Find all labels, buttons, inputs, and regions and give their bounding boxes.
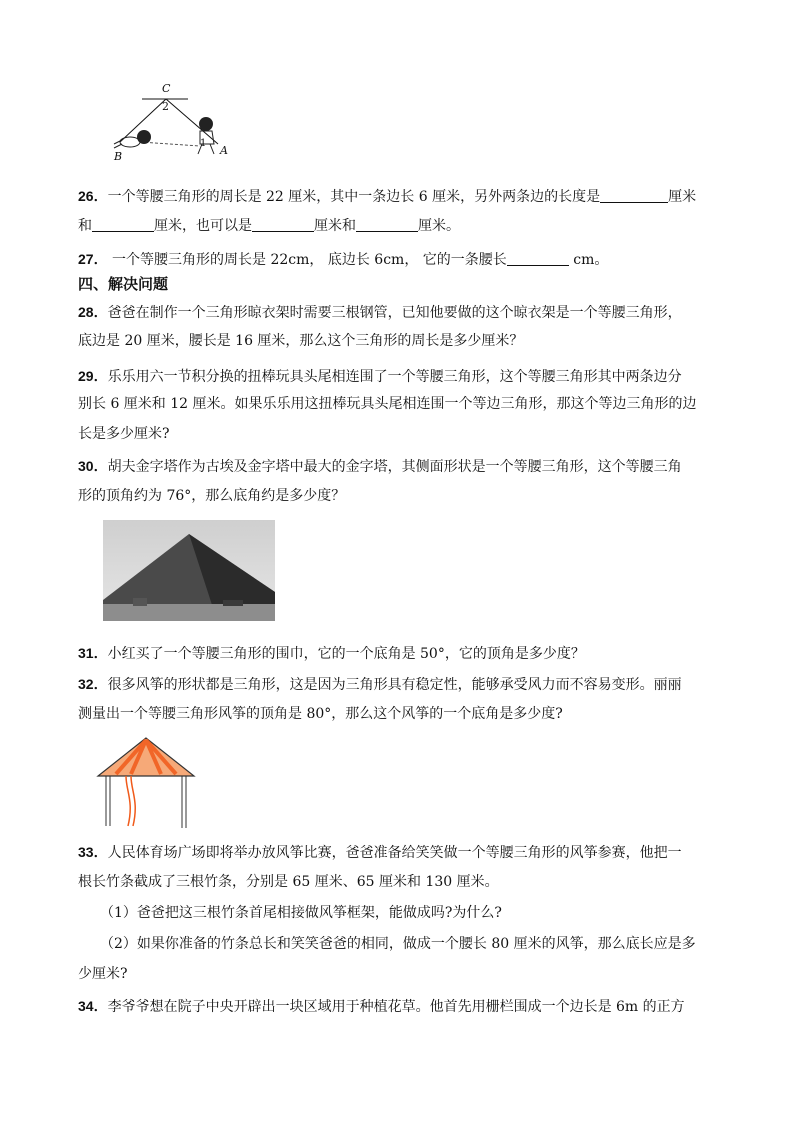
q32-number: 32．: [78, 676, 108, 692]
q30-line2: 形的顶角约为 76°，那么底角约是多少度？: [78, 488, 346, 504]
q30-text-1: 胡夫金字塔作为古埃及金字塔中最大的金字塔，其侧面形状是一个等腰三角形，这个等腰三角: [107, 459, 682, 475]
q26-text-d: 厘米，也可以是: [154, 218, 252, 234]
q26-blank-1[interactable]: [600, 188, 668, 203]
q31-number: 31．: [78, 645, 108, 661]
q31-text-1: 小红买了一个等腰三角形的围巾，它的一个底角是 50°，它的顶角是多少度？: [107, 646, 585, 662]
section-title: 四、解决问题: [78, 275, 169, 293]
q34-text-1: 李爷爷想在院子中央开辟出一块区域用于种植花草。他首先用栅栏围成一个边长是 6m 的正方: [107, 999, 685, 1015]
q26-number: 26．: [78, 188, 108, 204]
q33-line1: [78, 842, 682, 863]
q33-sub2-line2: 少厘米?: [78, 966, 128, 982]
q27-blank[interactable]: [507, 251, 569, 266]
pyramid-photo: [103, 520, 275, 621]
q33-number: 33．: [78, 844, 108, 860]
q27-number: 27．: [78, 251, 108, 267]
q28-line1: [78, 302, 682, 323]
q26-blank-3[interactable]: [252, 217, 314, 232]
q26-blank-2[interactable]: [92, 217, 154, 232]
q33-text-1: 人民体育场广场即将举办放风筝比赛，爸爸准备给笑笑做一个等腰三角形的风筝参赛，他把一: [107, 845, 682, 861]
vertex-a-label: A: [220, 144, 228, 157]
q32-line2: 测量出一个等腰三角形风筝的顶角是 80°，那么这个风筝的一个底角是多少度?: [78, 706, 563, 722]
vertex-b-label: B: [114, 150, 123, 163]
q29-line2: 别长 6 厘米和 12 厘米。如果乐乐用这扭棒玩具头尾相连围一个等边三角形，那这个等边三角形的边: [78, 396, 697, 412]
angle-1-label: 1: [200, 138, 207, 149]
q26-text-e: 厘米和: [314, 218, 356, 234]
q27-line: [78, 249, 608, 270]
q33-sub2-line1: （2）如果你准备的竹条总长和笑笑爸爸的相同，做成一个腰长 80 厘米的风筝，那么底长应是多: [100, 936, 696, 952]
q26-line2: [78, 216, 460, 236]
q32-line1: [78, 674, 682, 695]
q31-line1: [78, 643, 585, 664]
q28-number: 28．: [78, 304, 108, 320]
q30-line1: [78, 456, 682, 477]
vertex-c-label: C: [162, 82, 171, 95]
q26-text-f: 厘米。: [418, 218, 460, 234]
q29-line3: 长是多少厘米?: [78, 426, 170, 442]
kite-figure: [96, 736, 196, 836]
angle-2-label: 2: [162, 100, 169, 113]
q27-text-b: cm。: [568, 252, 609, 268]
q34-number: 34．: [78, 998, 108, 1014]
q29-line1: [78, 366, 682, 387]
q27-text-a: 一个等腰三角形的周长是 22cm， 底边长 6cm， 它的一条腰长: [107, 252, 507, 268]
q33-line2: 根长竹条截成了三根竹条，分别是 65 厘米、65 厘米和 130 厘米。: [78, 874, 499, 890]
triangle-children-figure: [100, 84, 240, 164]
q32-text-1: 很多风筝的形状都是三角形，这是因为三角形具有稳定性，能够承受风力而不容易变形。丽丽: [107, 677, 682, 693]
q26-text-a: 一个等腰三角形的周长是 22 厘米，其中一条边长 6 厘米，另外两条边的长度是: [107, 189, 601, 205]
q34-line1: [78, 996, 685, 1017]
q29-number: 29．: [78, 368, 108, 384]
q28-line2: 底边是 20 厘米，腰长是 16 厘米，那么这个三角形的周长是多少厘米？: [78, 333, 524, 349]
q30-number: 30．: [78, 458, 108, 474]
q26-text-c: 和: [78, 218, 92, 234]
q26-text-b: 厘米: [668, 189, 697, 205]
q26-line1: [78, 186, 696, 207]
q28-text-1: 爸爸在制作一个三角形晾衣架时需要三根钢管，已知他要做的这个晾衣架是一个等腰三角形，: [107, 305, 682, 321]
q33-sub1: （1）爸爸把这三根竹条首尾相接做风筝框架，能做成吗?为什么?: [100, 905, 502, 921]
q29-text-1: 乐乐用六一节积分换的扭棒玩具头尾相连围了一个等腰三角形，这个等腰三角形其中两条边分: [107, 369, 682, 385]
q26-blank-4[interactable]: [356, 217, 418, 232]
